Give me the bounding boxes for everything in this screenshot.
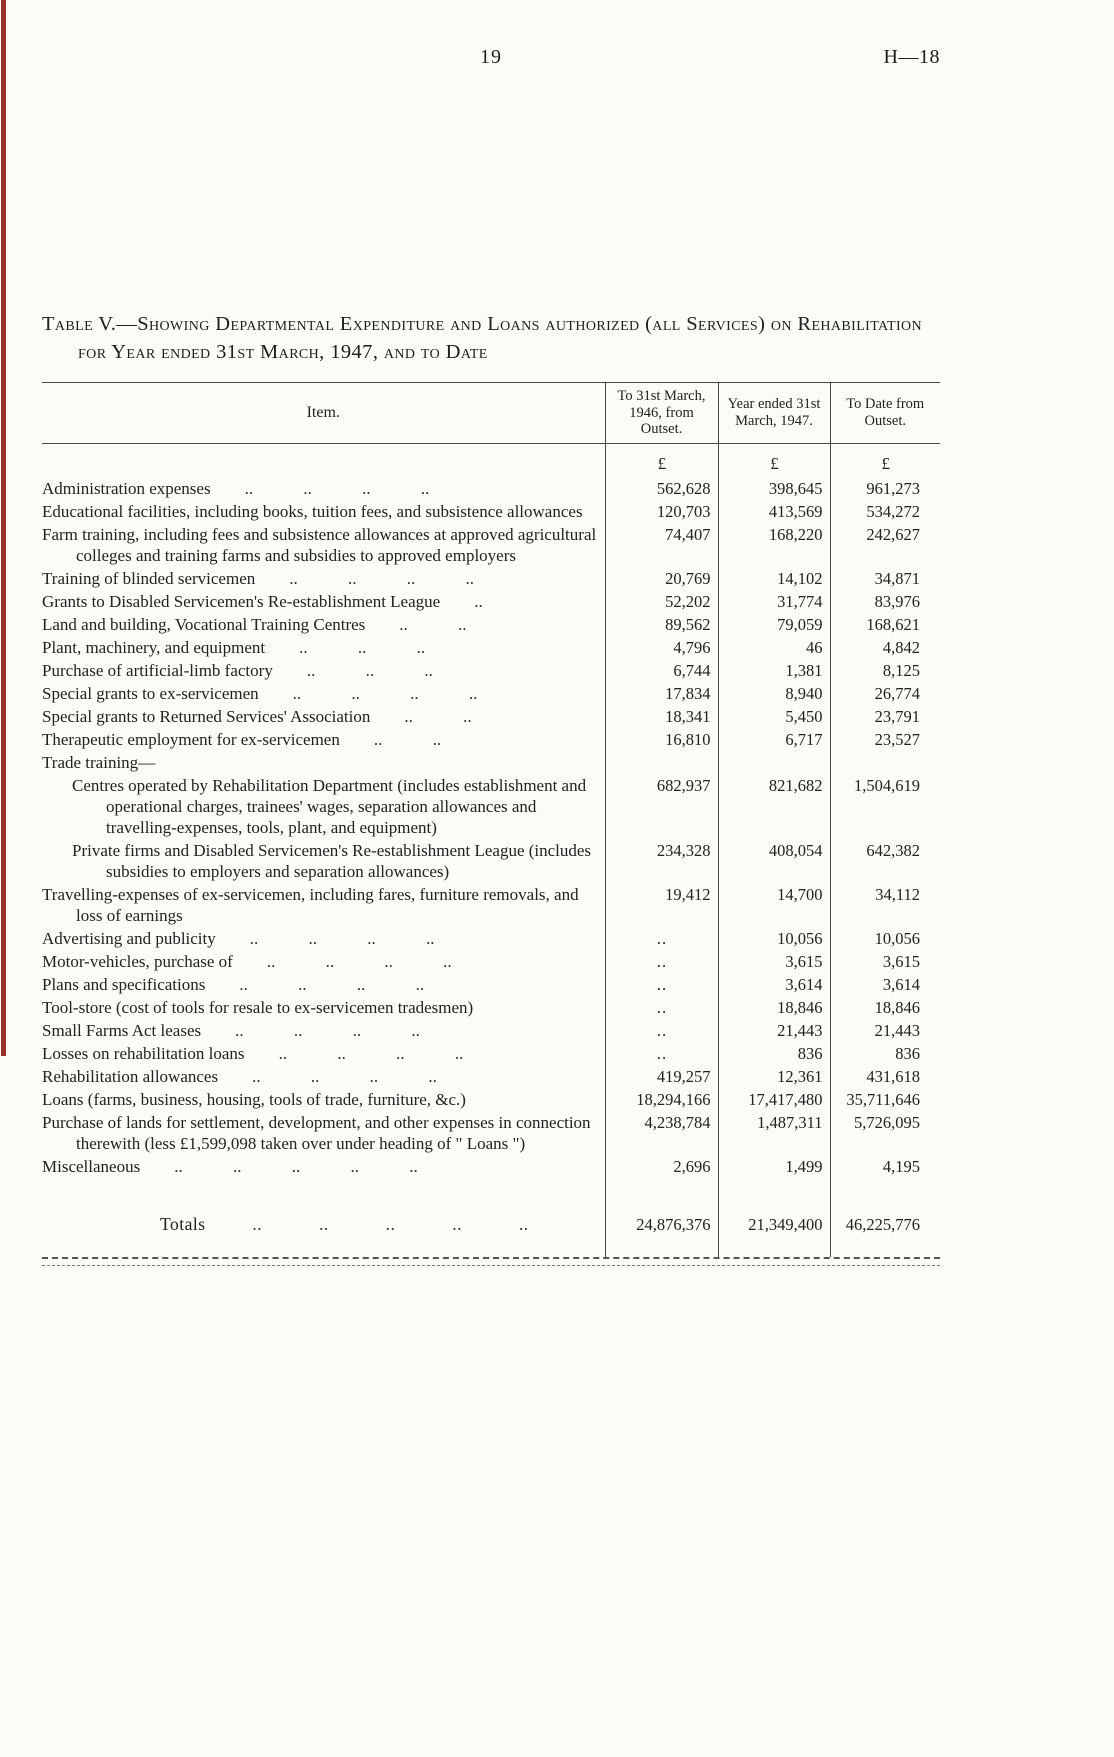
value-cell: 4,842 <box>830 636 940 659</box>
item-cell <box>42 927 605 950</box>
item-label: Advertising and publicity <box>42 928 216 948</box>
value-cell: 682,937 <box>605 774 718 839</box>
item-label: Educational facilities, including books, tuition fees, and subsistence allowances <box>42 501 583 521</box>
value-cell: 168,220 <box>718 523 830 567</box>
leader-dots: .. .. .. .. <box>266 951 452 971</box>
value-cell: 10,056 <box>718 927 830 950</box>
item-cell <box>42 567 605 590</box>
value-cell: 5,450 <box>718 705 830 728</box>
document-reference: H—18 <box>883 46 940 68</box>
value-cell <box>718 751 830 774</box>
item-cell <box>42 682 605 705</box>
item-cell <box>42 973 605 996</box>
value-cell: 408,054 <box>718 839 830 883</box>
value-cell: 821,682 <box>718 774 830 839</box>
value-cell: 168,621 <box>830 613 940 636</box>
item-cell <box>42 1088 605 1111</box>
item-label: Plant, machinery, and equipment <box>42 637 266 657</box>
value-cell: 413,569 <box>718 500 830 523</box>
totals-value-to-date: 46,225,776 <box>830 1178 940 1257</box>
item-cell <box>42 728 605 751</box>
value-cell: 31,774 <box>718 590 830 613</box>
value-cell: 562,628 <box>605 477 718 500</box>
table-row <box>42 774 940 839</box>
value-cell: .. <box>605 1042 718 1065</box>
item-cell <box>42 751 605 774</box>
value-cell: .. <box>605 1019 718 1042</box>
value-cell: 14,700 <box>718 883 830 927</box>
value-cell: 5,726,095 <box>830 1111 940 1155</box>
leader-dots: .. .. <box>404 706 472 726</box>
value-cell: 18,341 <box>605 705 718 728</box>
item-label: Land and building, Vocational Training Centres <box>42 614 366 634</box>
value-cell: 10,056 <box>830 927 940 950</box>
table-head <box>42 383 940 444</box>
value-cell: 3,615 <box>718 950 830 973</box>
leader-dots: .. .. .. <box>306 660 433 680</box>
table-row <box>42 883 940 927</box>
item-cell <box>42 996 605 1019</box>
value-cell: 17,417,480 <box>718 1088 830 1111</box>
totals-label: Totals <box>160 1213 206 1234</box>
item-label: Tool-store (cost of tools for resale to ex-servicemen tradesmen) <box>42 997 474 1017</box>
item-label: Private firms and Disabled Servicemen's Re-establishment League (includes subsidies to employers and separation allowances) <box>72 840 592 881</box>
value-cell: 19,412 <box>605 883 718 927</box>
value-cell: .. <box>605 927 718 950</box>
expenditure-table <box>42 382 940 1257</box>
value-cell: 8,940 <box>718 682 830 705</box>
value-cell: 836 <box>718 1042 830 1065</box>
item-label: Rehabilitation allowances <box>42 1066 219 1086</box>
value-cell: 89,562 <box>605 613 718 636</box>
value-cell: 431,618 <box>830 1065 940 1088</box>
item-cell <box>42 705 605 728</box>
header-row <box>42 383 940 444</box>
value-cell: 16,810 <box>605 728 718 751</box>
table-row <box>42 1155 940 1178</box>
value-cell: 18,294,166 <box>605 1088 718 1111</box>
value-cell: 1,381 <box>718 659 830 682</box>
item-cell <box>42 839 605 883</box>
value-cell: 23,791 <box>830 705 940 728</box>
leader-dots: .. .. .. .. <box>244 478 430 498</box>
totals-row <box>42 1178 940 1257</box>
table-row <box>42 973 940 996</box>
item-cell <box>42 774 605 839</box>
value-cell: .. <box>605 996 718 1019</box>
value-cell: 34,871 <box>830 567 940 590</box>
value-cell: 398,645 <box>718 477 830 500</box>
value-cell: 6,744 <box>605 659 718 682</box>
value-cell: 4,195 <box>830 1155 940 1178</box>
table-row <box>42 636 940 659</box>
bottom-double-rule-lower <box>42 1265 940 1266</box>
column-header-year-1947: Year ended 31st March, 1947. <box>718 383 830 444</box>
item-cell <box>42 1065 605 1088</box>
totals-cell <box>42 1178 605 1257</box>
table-row <box>42 839 940 883</box>
item-cell <box>42 1019 605 1042</box>
item-label: Special grants to ex-servicemen <box>42 683 259 703</box>
item-cell <box>42 590 605 613</box>
item-label: Motor-vehicles, purchase of <box>42 951 233 971</box>
table-row <box>42 590 940 613</box>
leader-dots: .. .. .. .. <box>292 683 478 703</box>
value-cell: 18,846 <box>718 996 830 1019</box>
table-row <box>42 1065 940 1088</box>
page-header <box>42 46 940 72</box>
item-label: Purchase of artificial-limb factory <box>42 660 273 680</box>
table-row <box>42 1019 940 1042</box>
item-label: Administration expenses <box>42 478 211 498</box>
value-cell: 2,696 <box>605 1155 718 1178</box>
table-row <box>42 477 940 500</box>
table-foot <box>42 1178 940 1257</box>
value-cell: 12,361 <box>718 1065 830 1088</box>
item-cell <box>42 1111 605 1155</box>
item-label: Loans (farms, business, housing, tools of trade, furniture, &c.) <box>42 1089 466 1109</box>
item-label: Miscellaneous <box>42 1156 141 1176</box>
item-cell <box>42 523 605 567</box>
value-cell: 836 <box>830 1042 940 1065</box>
leader-dots: .. .. .. .. .. <box>174 1156 418 1176</box>
table-row <box>42 500 940 523</box>
currency-row <box>42 443 940 477</box>
table-row <box>42 927 940 950</box>
value-cell: 21,443 <box>718 1019 830 1042</box>
column-header-to-1946: To 31st March, 1946, from Outset. <box>605 383 718 444</box>
leader-dots: .. .. <box>399 614 467 634</box>
leader-dots: .. .. .. .. <box>252 1066 437 1086</box>
leader-dots: .. .. .. .. <box>249 928 435 948</box>
value-cell: .. <box>605 973 718 996</box>
totals-value-1946: 24,876,376 <box>605 1178 718 1257</box>
item-label: Purchase of lands for settlement, development, and other expenses in connection therewith (less £1,599,098 taken over under heading of " Loans ") <box>42 1112 591 1153</box>
value-cell: 46 <box>718 636 830 659</box>
value-cell: 83,976 <box>830 590 940 613</box>
item-label: Losses on rehabilitation loans <box>42 1043 245 1063</box>
item-label: Centres operated by Rehabilitation Department (includes establishment and operational charges, trainees' wages, separation allowances and travelling-expenses, tools, plant, and equipment) <box>72 775 587 837</box>
leader-dots: .. .. .. .. <box>289 568 474 588</box>
leader-dots: .. <box>474 591 483 611</box>
item-cell <box>42 1155 605 1178</box>
item-label: Farm training, including fees and subsistence allowances at approved agricultural colleges and training farms and subsidies to approved employers <box>42 524 597 565</box>
value-cell: 74,407 <box>605 523 718 567</box>
leader-dots: .. .. .. .. .. <box>252 1213 529 1234</box>
table-row <box>42 1088 940 1111</box>
item-label: Therapeutic employment for ex-servicemen <box>42 729 340 749</box>
table-row <box>42 996 940 1019</box>
table-row <box>42 751 940 774</box>
item-label: Small Farms Act leases <box>42 1020 202 1040</box>
value-cell: 120,703 <box>605 500 718 523</box>
item-label: Trade training— <box>42 752 156 772</box>
value-cell: 26,774 <box>830 682 940 705</box>
item-label: Plans and specifications <box>42 974 206 994</box>
item-cell <box>42 500 605 523</box>
value-cell: 242,627 <box>830 523 940 567</box>
value-cell: 3,614 <box>718 973 830 996</box>
value-cell: 18,846 <box>830 996 940 1019</box>
item-cell <box>42 613 605 636</box>
leader-dots: .. .. .. .. <box>239 974 425 994</box>
table-row <box>42 682 940 705</box>
currency-symbol: £ <box>605 443 718 477</box>
table-body <box>42 443 940 1178</box>
value-cell: 1,499 <box>718 1155 830 1178</box>
item-cell <box>42 883 605 927</box>
value-cell: 1,504,619 <box>830 774 940 839</box>
table-row <box>42 950 940 973</box>
value-cell: 419,257 <box>605 1065 718 1088</box>
item-label: Travelling-expenses of ex-servicemen, including fares, furniture removals, and loss of earnings <box>42 884 579 925</box>
value-cell: 4,796 <box>605 636 718 659</box>
leader-dots: .. .. .. .. <box>235 1020 420 1040</box>
item-cell <box>42 477 605 500</box>
column-header-item: Item. <box>42 383 605 444</box>
item-label: Special grants to Returned Services' Association <box>42 706 371 726</box>
value-cell: 4,238,784 <box>605 1111 718 1155</box>
table-row <box>42 659 940 682</box>
leader-dots: .. .. <box>373 729 442 749</box>
table-row <box>42 567 940 590</box>
leader-dots: .. .. .. .. <box>278 1043 464 1063</box>
item-cell <box>42 659 605 682</box>
table-row <box>42 705 940 728</box>
value-cell: 23,527 <box>830 728 940 751</box>
value-cell: 642,382 <box>830 839 940 883</box>
table-row <box>42 728 940 751</box>
value-cell: 3,615 <box>830 950 940 973</box>
table-wrap <box>42 382 940 1266</box>
table-row <box>42 1042 940 1065</box>
scan-edge-artifact <box>1 0 6 1056</box>
value-cell: 961,273 <box>830 477 940 500</box>
value-cell: 35,711,646 <box>830 1088 940 1111</box>
value-cell: 534,272 <box>830 500 940 523</box>
page-number: 19 <box>480 46 502 68</box>
value-cell: 20,769 <box>605 567 718 590</box>
item-label: Grants to Disabled Servicemen's Re-establishment League <box>42 591 441 611</box>
item-cell <box>42 1042 605 1065</box>
value-cell: 3,614 <box>830 973 940 996</box>
currency-symbol: £ <box>718 443 830 477</box>
table-row <box>42 523 940 567</box>
value-cell: 14,102 <box>718 567 830 590</box>
currency-symbol: £ <box>830 443 940 477</box>
totals-value-1947: 21,349,400 <box>718 1178 830 1257</box>
value-cell: 52,202 <box>605 590 718 613</box>
item-cell <box>42 636 605 659</box>
table-title: Table V.—Showing Departmental Expenditure and Loans authorized (all Services) on Rehabilitation for Year ended 31st March, 1947, and to Date <box>42 313 923 363</box>
currency-spacer <box>42 443 605 477</box>
value-cell: 234,328 <box>605 839 718 883</box>
value-cell: 79,059 <box>718 613 830 636</box>
value-cell: 1,487,311 <box>718 1111 830 1155</box>
value-cell: 6,717 <box>718 728 830 751</box>
leader-dots: .. .. .. <box>299 637 426 657</box>
bottom-double-rule-upper <box>42 1257 940 1259</box>
value-cell <box>830 751 940 774</box>
value-cell: .. <box>605 950 718 973</box>
value-cell: 21,443 <box>830 1019 940 1042</box>
value-cell <box>605 751 718 774</box>
table-row <box>42 613 940 636</box>
item-cell <box>42 950 605 973</box>
table-row <box>42 1111 940 1155</box>
item-label: Training of blinded servicemen <box>42 568 256 588</box>
value-cell: 17,834 <box>605 682 718 705</box>
column-header-to-date: To Date from Outset. <box>830 383 940 444</box>
value-cell: 34,112 <box>830 883 940 927</box>
value-cell: 8,125 <box>830 659 940 682</box>
